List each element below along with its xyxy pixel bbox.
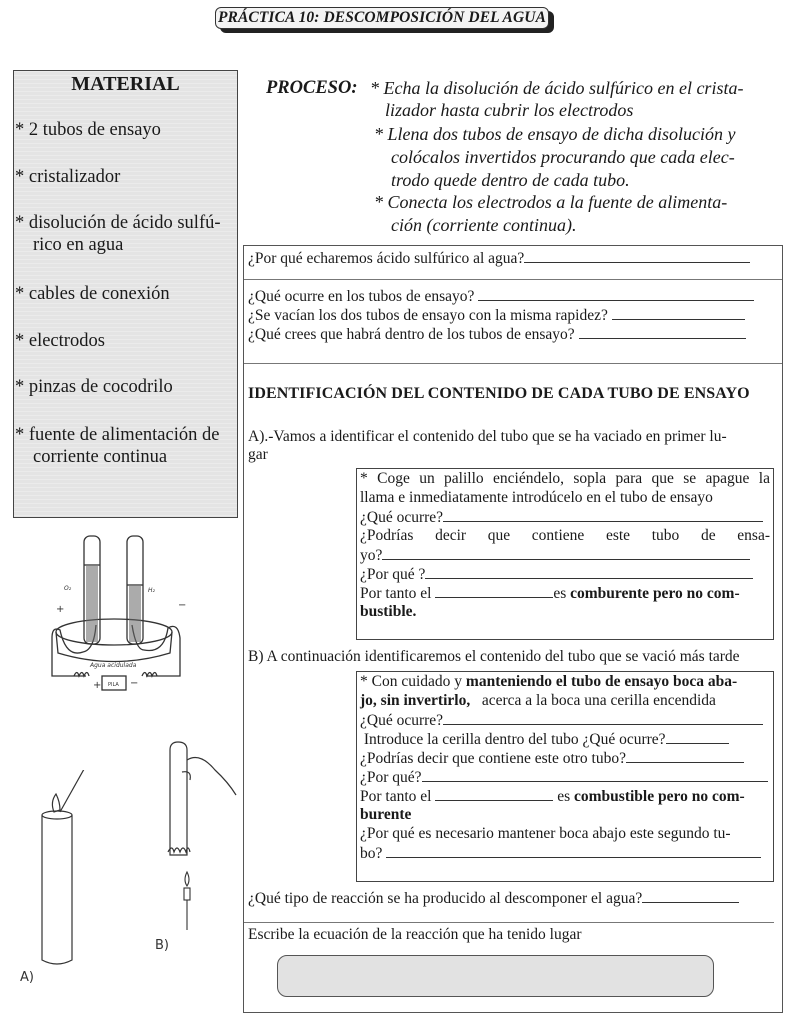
label-o2: O₂ — [64, 585, 72, 592]
minus-sign: − — [178, 600, 187, 611]
inverted-tube-drawing — [160, 740, 240, 870]
answer-blank[interactable] — [425, 565, 753, 579]
question-what-happens: ¿Qué ocurre? — [360, 509, 444, 526]
instruction-text: acerca a la boca una cerilla encendida — [470, 692, 716, 709]
part-b-instruction-cont — [360, 692, 770, 710]
figure-a-label: A) — [20, 970, 34, 985]
match-icon — [173, 870, 203, 940]
question-line — [360, 730, 770, 749]
conclusion-text: Por tanto el — [360, 788, 432, 805]
electrolysis-diagram — [38, 530, 208, 710]
question-line — [360, 844, 770, 863]
crystallizer — [56, 619, 172, 645]
question-why-sulfuric-acid: ¿Por qué echaremos ácido sulfúrico al agua? — [248, 250, 525, 267]
word: ¿Podrías — [360, 527, 414, 544]
material-item — [15, 376, 173, 398]
question-line — [360, 565, 770, 584]
answer-blank[interactable] — [524, 249, 750, 263]
part-b-box — [356, 671, 774, 882]
question-what-inside: ¿Qué crees que habrá dentro de los tubos de ensayo? — [248, 326, 575, 343]
identification-heading: IDENTIFICACIÓN DEL CONTENIDO DE CADA TUBO DE ENSAYO — [248, 385, 750, 402]
word: que — [651, 470, 674, 487]
question-line — [360, 546, 770, 565]
answer-blank[interactable] — [612, 306, 745, 320]
word: decir — [435, 527, 467, 544]
answer-blank[interactable] — [386, 844, 761, 858]
conclusion-line-cont — [360, 806, 770, 824]
answer-blank[interactable] — [382, 546, 750, 560]
answer-blank[interactable] — [478, 287, 754, 301]
material-item — [15, 424, 219, 468]
material-panel — [13, 70, 238, 518]
answer-blank[interactable] — [422, 768, 768, 782]
part-a-instruction — [360, 470, 770, 488]
word: palillo — [444, 470, 484, 487]
inverted-test-tube — [170, 742, 187, 855]
proceso-label: PROCESO: — [266, 78, 358, 98]
material-item-text: * 2 tubos de ensayo — [15, 120, 161, 140]
word: la — [758, 470, 770, 487]
question-what-happens: ¿Qué ocurre? — [360, 712, 444, 729]
material-item — [15, 166, 120, 188]
conclusion-bold: burente — [360, 806, 412, 823]
answer-line[interactable] — [244, 279, 782, 280]
plus-sign: + — [56, 604, 65, 615]
question-line — [248, 889, 739, 908]
answer-blank[interactable] — [579, 325, 746, 339]
part-b-intro: B) A continuación identificaremos el contenido del tubo que se vació más tarde — [248, 648, 740, 665]
tube-with-splint-drawing — [30, 770, 100, 970]
question-reaction-type: ¿Qué tipo de reacción se ha producido al descomponer el agua? — [248, 890, 643, 907]
answer-line[interactable] — [244, 922, 774, 923]
material-heading: MATERIAL — [71, 73, 180, 95]
conclusion-bold: bustible. — [360, 603, 417, 620]
question-write-equation: Escribe la ecuación de la reacción que ha tenido lugar — [248, 926, 582, 943]
question-line — [360, 768, 770, 787]
flame-icon — [52, 794, 60, 812]
equation-answer-box[interactable] — [277, 955, 714, 997]
part-a-instruction-cont: llama e inmediatamente introdúcelo en el tubo de ensayo — [360, 489, 713, 506]
question-keep-upside-down-cont: bo? — [360, 845, 383, 862]
question-line — [248, 325, 746, 344]
word: que — [487, 527, 511, 544]
material-item-text: * pinzas de cocodrilo — [15, 377, 173, 397]
instruction-bold: manteniendo el tubo de ensayo boca aba- — [465, 673, 738, 690]
flame-icon — [168, 848, 190, 852]
answer-line[interactable] — [244, 363, 782, 364]
word: un — [419, 470, 435, 487]
proceso-step-line: lizador hasta cubrir los electrodos — [385, 100, 634, 120]
conclusion-line — [360, 584, 770, 603]
word: este — [605, 527, 631, 544]
question-line — [248, 287, 754, 306]
proceso-step-line: * Conecta los electrodos a la fuente de alimenta- — [374, 192, 728, 212]
answer-blank[interactable] — [443, 508, 763, 522]
question-introduce-match: Introduce la cerilla dentro del tubo ¿Qué ocurre? — [360, 731, 666, 748]
figure-b-label: B) — [155, 938, 169, 953]
word: sopla — [573, 470, 607, 487]
question-line — [360, 749, 770, 768]
word: se — [683, 470, 697, 487]
hand-icon — [187, 758, 236, 795]
splint-icon — [60, 770, 88, 812]
part-b-instruction — [360, 673, 770, 691]
material-item — [15, 330, 105, 352]
word: Coge — [377, 470, 410, 487]
question-why: ¿Por qué? — [360, 769, 422, 786]
question-what-contains-other: ¿Podrías decir que contiene este otro tubo? — [360, 750, 626, 767]
label-h2: H₂ — [148, 587, 155, 594]
question-same-speed: ¿Se vacían los dos tubos de ensayo con la misma rapidez? — [248, 307, 608, 324]
proceso-step-line: * Echa la disolución de ácido sulfúrico en el crista- — [370, 78, 744, 98]
answer-blank[interactable] — [435, 584, 553, 598]
minus-sign: − — [130, 678, 139, 689]
label-battery: PILA — [108, 682, 119, 688]
proceso-step-line: colócalos invertidos procurando que cada elec- — [391, 147, 735, 167]
word: de — [700, 527, 716, 544]
material-item-text: * fuente de alimentación de — [15, 425, 220, 445]
answer-blank[interactable] — [626, 749, 744, 763]
material-item-text: * cristalizador — [15, 167, 121, 187]
conclusion-text: Por tanto el — [360, 585, 432, 602]
part-a-intro-cont: gar — [248, 446, 268, 463]
word: apague — [705, 470, 750, 487]
proceso-step-line: ción (corriente continua). — [391, 215, 577, 235]
label-water: Agua acidulada — [90, 662, 137, 669]
question-what-happens-tubes: ¿Qué ocurre en los tubos de ensayo? — [248, 288, 475, 305]
question-keep-upside-down: ¿Por qué es necesario mantener boca abajo este segundo tu- — [360, 825, 731, 842]
material-item-text: * disolución de ácido sulfú- — [15, 213, 221, 233]
material-item-text-cont: corriente continua — [33, 447, 168, 467]
question-line — [248, 306, 745, 325]
conclusion-line — [360, 787, 770, 806]
material-item — [15, 119, 161, 141]
question-line — [360, 508, 770, 527]
question-line — [360, 711, 770, 730]
word: contiene — [531, 527, 585, 544]
word: * — [360, 470, 368, 487]
answer-blank[interactable] — [443, 711, 763, 725]
question-why: ¿Por qué ? — [360, 566, 426, 583]
proceso-step-line: trodo quede dentro de cada tubo. — [391, 170, 630, 190]
figure-a-splint — [30, 770, 100, 970]
instruction-bold: jo, sin invertirlo, — [360, 692, 471, 709]
material-item — [15, 212, 221, 256]
answer-blank[interactable] — [435, 787, 553, 801]
answer-blank[interactable] — [666, 730, 729, 744]
question-line — [248, 249, 750, 268]
worksheet-frame — [243, 245, 783, 1013]
word: enciéndelo, — [493, 470, 565, 487]
material-item-text: * electrodos — [15, 331, 105, 351]
proceso-step-line: * Llena dos tubos de ensayo de dicha disolución y — [374, 124, 736, 144]
conclusion-line-cont — [360, 603, 770, 621]
conclusion-text: es — [553, 585, 567, 602]
figure-b-match — [160, 740, 240, 870]
conclusion-bold: comburente pero no com- — [570, 585, 740, 602]
instruction-text: * Con cuidado y — [360, 673, 463, 690]
conclusion-text: es — [557, 788, 571, 805]
answer-blank[interactable] — [642, 889, 739, 903]
word: ensa- — [737, 527, 770, 544]
electrolysis-drawing — [38, 530, 208, 710]
material-item-text: * cables de conexión — [15, 284, 170, 304]
page-title: PRÁCTICA 10: DESCOMPOSICIÓN DEL AGUA — [215, 7, 549, 29]
conclusion-bold: combustible pero no com- — [574, 788, 745, 805]
material-item-text-cont: rico en agua — [33, 235, 124, 255]
question-what-contains — [360, 527, 770, 545]
question-what-contains-cont: yo? — [360, 547, 383, 564]
plus-sign: + — [93, 680, 102, 691]
part-a-intro: A).-Vamos a identificar el contenido del tubo que se ha vaciado en primer lu- — [248, 428, 727, 445]
material-item — [15, 283, 170, 305]
part-a-box — [356, 468, 774, 640]
word: para — [615, 470, 643, 487]
word: tubo — [651, 527, 680, 544]
